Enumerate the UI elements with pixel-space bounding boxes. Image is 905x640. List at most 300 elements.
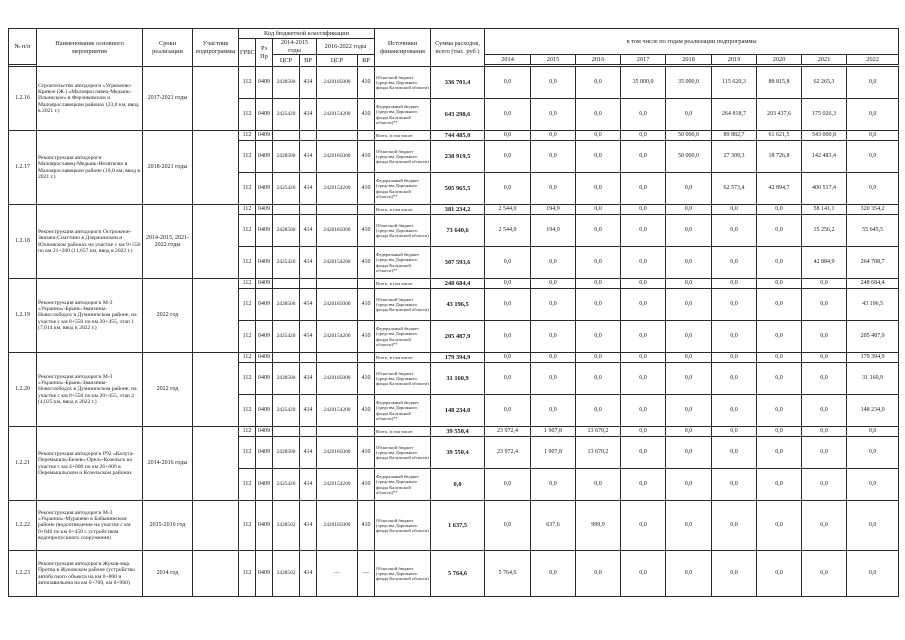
event-name: Строительство автодороги «Угрюмово-Кривое (Ж.) «Малоярославец-Медынь-Ильинское» в Ферзиковском и Малоярославецком районах (23,0 км, ввод в 2021 г.)	[37, 67, 143, 131]
csr2-cell: 2420185000	[317, 215, 358, 247]
year-value-cell: 0,0	[621, 469, 666, 501]
year-value-cell: 42 884,9	[802, 247, 847, 279]
year-value-cell: 0,0	[712, 363, 757, 395]
event-name: Реконструкция автодороги М-3 «Украина»-Брынь-Зваизины-Новослободск в Думиничском районе, на участке с км 8+550 по км 20+455, этап 2 (4,025 км, ввод в 2022 г.)	[37, 353, 143, 427]
year-value-cell: 0,0	[712, 247, 757, 279]
table-row-total	[9, 353, 899, 363]
year-value-cell: 0,0	[802, 289, 847, 321]
year-value-cell: 194,9	[531, 215, 576, 247]
csr1-cell: 2425420	[273, 173, 300, 205]
vr1-cell: 414	[300, 99, 317, 131]
rzpr-cell: 0409	[256, 279, 273, 289]
year-value-cell: 248 684,4	[847, 279, 899, 289]
year-value-cell: 62 573,4	[712, 173, 757, 205]
vr2-cell: 410	[358, 289, 375, 321]
year-value-cell: 543 000,8	[802, 131, 847, 141]
year-header: 2021	[802, 55, 847, 65]
table-row-total	[9, 205, 899, 215]
vr1-cell	[300, 353, 317, 363]
year-value-cell: 0,0	[757, 437, 802, 469]
year-value-cell: 0,0	[802, 353, 847, 363]
year-header: 2014	[485, 55, 531, 65]
year-value-cell: 0,0	[531, 289, 576, 321]
year-header: 2022	[847, 55, 899, 65]
year-value-cell: 0,0	[485, 99, 531, 131]
rzpr-cell: 0409	[256, 469, 273, 501]
vr1-cell: 414	[300, 437, 317, 469]
total-cell: 1 637,5	[431, 501, 485, 551]
year-value-cell: 13 670,2	[576, 427, 621, 437]
year-value-cell: 0,0	[757, 469, 802, 501]
year-value-cell: 43 196,5	[847, 289, 899, 321]
grbs-cell: 112	[239, 437, 256, 469]
year-header: 2018	[666, 55, 712, 65]
csr2-cell	[317, 131, 358, 141]
vr1-cell	[300, 279, 317, 289]
total-cell: 31 160,9	[431, 363, 485, 395]
year-value-cell: 89 882,7	[712, 131, 757, 141]
year-value-cell: 0,0	[757, 279, 802, 289]
vr2-cell	[358, 279, 375, 289]
year-value-cell: 0,0	[485, 469, 531, 501]
rzpr-cell: 0409	[256, 141, 273, 173]
year-value-cell: 0,0	[847, 501, 899, 551]
year-value-cell: 0,0	[847, 551, 899, 597]
vr1-cell: 414	[300, 141, 317, 173]
budget-code-header: Код бюджетной классификации	[239, 29, 375, 39]
year-value-cell: 0,0	[757, 215, 802, 247]
year-value-cell: 0,0	[757, 289, 802, 321]
year-header: 2019	[712, 55, 757, 65]
year-value-cell: 0,0	[712, 437, 757, 469]
csr2-cell	[317, 353, 358, 363]
csr1-cell: 2425420	[273, 247, 300, 279]
year-value-cell: 0,0	[485, 353, 531, 363]
vr1-cell: 414	[300, 395, 317, 427]
year-value-cell: 2 544,0	[485, 205, 531, 215]
csr1-cell: 2428500	[273, 437, 300, 469]
rzpr-cell: 0409	[256, 363, 273, 395]
year-value-cell: 0,0	[621, 395, 666, 427]
event-name: Реконструкция автодороги Р92 «Калуга-Перемышль-Белев»-Орел»-Козельск на участке с км 4+000 по км 26+000 в Перемышльском и Козельском районах	[37, 427, 143, 501]
year-value-cell: 0,0	[576, 141, 621, 173]
year-value-cell: 0,0	[621, 279, 666, 289]
year-value-cell: 175 026,3	[802, 99, 847, 131]
total-cell: 39 550,4	[431, 427, 485, 437]
year-value-cell: 0,0	[666, 99, 712, 131]
vr2-cell: 410	[358, 437, 375, 469]
year-value-cell: 61 621,5	[757, 131, 802, 141]
year-value-cell: 0,0	[712, 321, 757, 353]
event-name: Реконструкция автодороги Острожное-Звизжи-Снагтино в Дзержинском и Юхновском районах на участке с км 9+550 по км 21+200 (11,657 км, ввод в 2022 г.)	[37, 205, 143, 279]
csr1-cell	[273, 205, 300, 215]
year-value-cell: 0,0	[576, 131, 621, 141]
csr1-cell	[273, 427, 300, 437]
participant-cell	[193, 353, 239, 427]
grbs-cell: 112	[239, 141, 256, 173]
year-value-cell: 0,0	[666, 469, 712, 501]
source-cell: Областной бюджет (средства Дорожного фонда Калужской области)	[375, 551, 431, 597]
vr2-cell	[358, 353, 375, 363]
participant-cell	[193, 551, 239, 597]
year-header: 2017	[621, 55, 666, 65]
total-cell: 643 298,6	[431, 99, 485, 131]
row-number: 1.2.22	[9, 501, 37, 551]
year-value-cell: 0,0	[621, 173, 666, 205]
csr2-header: ЦСР	[317, 55, 358, 67]
year-value-cell: 0,0	[576, 215, 621, 247]
csr2-cell: 2420154200	[317, 469, 358, 501]
source-cell: Областной бюджет (средства Дорожного фонда Калужской области)	[375, 501, 431, 551]
csr2-cell: 2420154200	[317, 395, 358, 427]
year-value-cell: 0,0	[802, 469, 847, 501]
year-value-cell: 0,0	[621, 205, 666, 215]
year-value-cell: 0,0	[621, 131, 666, 141]
year-value-cell: 0,0	[802, 395, 847, 427]
year-value-cell: 0,0	[666, 363, 712, 395]
event-period: 2017-2021 годы	[143, 67, 193, 131]
csr1-cell	[273, 353, 300, 363]
year-value-cell: 0,0	[757, 501, 802, 551]
grbs-cell: 112	[239, 353, 256, 363]
total-cell: 238 919,5	[431, 141, 485, 173]
year-value-cell: 55 645,5	[847, 215, 899, 247]
year-value-cell: 0,0	[576, 247, 621, 279]
year-value-cell: 0,0	[802, 437, 847, 469]
table-row	[9, 501, 899, 551]
year-value-cell: 88 815,8	[757, 67, 802, 99]
grbs-cell: 112	[239, 215, 256, 247]
year-value-cell: 0,0	[712, 395, 757, 427]
year-value-cell: 0,0	[576, 173, 621, 205]
rzpr-cell: 0409	[256, 99, 273, 131]
year-value-cell: 0,0	[666, 205, 712, 215]
csr2-cell: 2420154200	[317, 247, 358, 279]
year-value-cell: 0,0	[847, 469, 899, 501]
row-number: 1.2.17	[9, 131, 37, 205]
vr1-header: ВР	[300, 55, 317, 67]
col-grbs-header: ГРБС	[239, 39, 256, 67]
csr2-cell: 2420185000	[317, 67, 358, 99]
event-period: 2014-2016 годы	[143, 427, 193, 501]
table-row	[9, 67, 899, 99]
year-value-cell: 203 437,6	[757, 99, 802, 131]
row-number: 1.2.16	[9, 67, 37, 131]
year-value-cell: 194,9	[531, 205, 576, 215]
year-value-cell: 0,0	[576, 205, 621, 215]
total-cell: 148 234,0	[431, 395, 485, 427]
csr2-cell: 2420185000	[317, 363, 358, 395]
year-value-cell: 0,0	[621, 427, 666, 437]
vr2-cell: 410	[358, 247, 375, 279]
year-value-cell: 0,0	[712, 289, 757, 321]
grbs-cell: 112	[239, 67, 256, 99]
table-row-total	[9, 427, 899, 437]
year-value-cell: 0,0	[847, 67, 899, 99]
year-value-cell: 23 972,4	[485, 427, 531, 437]
csr1-cell: 2428502	[273, 551, 300, 597]
year-value-cell: 0,0	[757, 551, 802, 597]
year-value-cell: 0,0	[576, 99, 621, 131]
year-value-cell: 0,0	[531, 279, 576, 289]
vr1-cell: 414	[300, 501, 317, 551]
year-value-cell: 0,0	[757, 205, 802, 215]
y1622-header: 2016-2022 годы	[317, 39, 375, 55]
total-cell: 179 394,9	[431, 353, 485, 363]
csr1-header: ЦСР	[273, 55, 300, 67]
rzpr-cell: 0409	[256, 289, 273, 321]
vr2-cell	[358, 205, 375, 215]
year-value-cell: 0,0	[802, 551, 847, 597]
row-number: 1.2.19	[9, 279, 37, 353]
csr2-cell: —	[317, 551, 358, 597]
year-value-cell: 0,0	[666, 215, 712, 247]
year-value-cell: 264 708,7	[847, 247, 899, 279]
col-event-header: Наименование основного мероприятия	[37, 29, 143, 67]
year-value-cell: 0,0	[847, 427, 899, 437]
year-value-cell: 0,0	[666, 427, 712, 437]
year-value-cell: 0,0	[621, 437, 666, 469]
year-value-cell: 999,9	[576, 501, 621, 551]
source-cell: Всего, в том числе:	[375, 205, 431, 215]
year-value-cell: 0,0	[485, 247, 531, 279]
col-num-header: № п/п	[9, 29, 37, 65]
grbs-cell: 112	[239, 469, 256, 501]
year-value-cell: 0,0	[666, 289, 712, 321]
csr1-cell: 2425420	[273, 395, 300, 427]
year-value-cell: 0,0	[531, 99, 576, 131]
source-cell: Федеральный бюджет (средства Дорожного фонда Калужской области)**	[375, 469, 431, 501]
vr2-cell: 410	[358, 321, 375, 353]
year-value-cell: 58 141,1	[802, 205, 847, 215]
col-period-header: Сроки реализации	[143, 29, 193, 67]
grbs-cell: 112	[239, 131, 256, 141]
rzpr-cell: 0409	[256, 205, 273, 215]
year-value-cell: 35 000,0	[621, 67, 666, 99]
csr2-cell: 2420154200	[317, 321, 358, 353]
year-value-cell: 31 160,9	[847, 363, 899, 395]
grbs-cell: 112	[239, 363, 256, 395]
participant-cell	[193, 427, 239, 501]
col-rzpr-header: Рз Пр	[256, 39, 273, 67]
grbs-cell: 112	[239, 173, 256, 205]
total-cell: 505 965,5	[431, 173, 485, 205]
year-value-cell: 0,0	[485, 173, 531, 205]
grbs-cell: 112	[239, 289, 256, 321]
year-value-cell: 0,0	[802, 279, 847, 289]
vr1-cell: 414	[300, 469, 317, 501]
year-value-cell: 0,0	[666, 353, 712, 363]
year-value-cell: 0,0	[621, 215, 666, 247]
source-cell: Областной бюджет (средства Дорожного фонда Калужской области)	[375, 363, 431, 395]
row-number: 1.2.20	[9, 353, 37, 427]
vr2-cell: 410	[358, 99, 375, 131]
total-cell: 307 593,6	[431, 247, 485, 279]
rzpr-cell: 0409	[256, 67, 273, 99]
year-value-cell: 0,0	[531, 551, 576, 597]
rzpr-cell: 0409	[256, 215, 273, 247]
total-cell: 43 196,5	[431, 289, 485, 321]
grbs-cell: 112	[239, 247, 256, 279]
year-value-cell: 0,0	[757, 353, 802, 363]
event-name: Реконструкция автодороги М-3 «Украина»-Мурачево в Бабынинском районе (водоотведение на участке с км 0+040 по км 0+450 с устройством водопропускного сооружения)	[37, 501, 143, 551]
year-value-cell: 27 309,3	[712, 141, 757, 173]
year-value-cell: 0,0	[576, 363, 621, 395]
csr2-cell: 2420154200	[317, 99, 358, 131]
event-period: 2015-2016 год	[143, 501, 193, 551]
year-value-cell: 0,0	[531, 247, 576, 279]
year-value-cell: 0,0	[847, 437, 899, 469]
year-header: 2015	[531, 55, 576, 65]
csr2-cell: 2420154200	[317, 173, 358, 205]
year-value-cell: 0,0	[485, 279, 531, 289]
year-value-cell: 0,0	[712, 469, 757, 501]
year-value-cell: 637,6	[531, 501, 576, 551]
vr2-cell: 410	[358, 363, 375, 395]
year-value-cell: 0,0	[666, 321, 712, 353]
year-value-cell: 0,0	[666, 247, 712, 279]
total-cell: 73 640,6	[431, 215, 485, 247]
event-period: 2022 год	[143, 353, 193, 427]
year-value-cell: 0,0	[621, 551, 666, 597]
rzpr-cell: 0409	[256, 551, 273, 597]
year-value-cell: 0,0	[847, 173, 899, 205]
participant-cell	[193, 67, 239, 131]
year-value-cell: 0,0	[666, 279, 712, 289]
csr2-cell: 2420185000	[317, 289, 358, 321]
year-value-cell: 0,0	[485, 501, 531, 551]
year-value-cell: 0,0	[757, 247, 802, 279]
year-value-cell: 0,0	[621, 321, 666, 353]
col-total-header: Сумма расходов, всего (тыс. руб.)	[431, 29, 485, 67]
vr2-cell	[358, 131, 375, 141]
year-value-cell: 0,0	[531, 131, 576, 141]
total-cell: 248 684,4	[431, 279, 485, 289]
rzpr-cell: 0409	[256, 395, 273, 427]
source-cell: Областной бюджет (средства Дорожного фонда Калужской области)	[375, 141, 431, 173]
row-number: 1.2.21	[9, 427, 37, 501]
grbs-cell: 112	[239, 99, 256, 131]
vr2-cell: 410	[358, 67, 375, 99]
year-value-cell: 0,0	[485, 141, 531, 173]
source-cell: Всего, в том числе:	[375, 353, 431, 363]
grbs-cell: 112	[239, 551, 256, 597]
rzpr-cell: 0409	[256, 131, 273, 141]
year-value-cell: 0,0	[576, 469, 621, 501]
year-value-cell: 23 972,4	[485, 437, 531, 469]
col-sources-header: Источники финансирования	[375, 29, 431, 67]
year-value-cell: 0,0	[621, 363, 666, 395]
year-value-cell: 0,0	[621, 501, 666, 551]
row-number: 1.2.18	[9, 205, 37, 279]
vr1-cell: 414	[300, 67, 317, 99]
csr1-cell: 2425420	[273, 321, 300, 353]
vr2-cell: 410	[358, 215, 375, 247]
year-value-cell: 0,0	[666, 395, 712, 427]
year-value-cell: 1 907,8	[531, 437, 576, 469]
csr2-cell	[317, 205, 358, 215]
year-value-cell: 0,0	[712, 551, 757, 597]
year-value-cell: 0,0	[531, 173, 576, 205]
year-value-cell: 2 544,0	[485, 215, 531, 247]
year-value-cell: 148 234,0	[847, 395, 899, 427]
year-value-cell: 18 726,8	[757, 141, 802, 173]
participant-cell	[193, 501, 239, 551]
vr2-cell: 410	[358, 141, 375, 173]
vr1-cell: 414	[300, 363, 317, 395]
year-value-cell: 0,0	[576, 321, 621, 353]
grbs-cell: 112	[239, 321, 256, 353]
year-value-cell: 0,0	[847, 131, 899, 141]
vr1-cell: 414	[300, 551, 317, 597]
total-cell: 39 550,4	[431, 437, 485, 469]
year-value-cell: 0,0	[485, 321, 531, 353]
vr1-cell	[300, 427, 317, 437]
csr1-cell	[273, 131, 300, 141]
year-value-cell: 0,0	[712, 427, 757, 437]
col-participant-header: Участник подпрограммы	[193, 29, 239, 67]
source-cell: Федеральный бюджет (средства Дорожного фонда Калужской области)**	[375, 321, 431, 353]
source-cell: Всего, в том числе:	[375, 131, 431, 141]
table-row-total	[9, 131, 899, 141]
year-value-cell: 35 000,0	[666, 67, 712, 99]
year-value-cell: 0,0	[666, 437, 712, 469]
source-cell: Федеральный бюджет (средства Дорожного фонда Калужской области)**	[375, 99, 431, 131]
rzpr-cell: 0409	[256, 173, 273, 205]
vr1-cell	[300, 131, 317, 141]
year-value-cell: 0,0	[531, 141, 576, 173]
source-cell: Федеральный бюджет (средства Дорожного фонда Калужской области)**	[375, 173, 431, 205]
year-value-cell: 205 487,9	[847, 321, 899, 353]
csr2-cell	[317, 427, 358, 437]
year-value-cell: 0,0	[531, 67, 576, 99]
participant-cell	[193, 131, 239, 205]
csr1-cell: 2425420	[273, 99, 300, 131]
rzpr-cell: 0409	[256, 321, 273, 353]
grbs-cell: 112	[239, 279, 256, 289]
year-value-cell: 0,0	[576, 395, 621, 427]
row-number: 1.2.23	[9, 551, 37, 597]
source-cell: Всего, в том числе:	[375, 279, 431, 289]
csr2-cell	[317, 279, 358, 289]
rzpr-cell: 0409	[256, 501, 273, 551]
year-value-cell: 0,0	[757, 395, 802, 427]
csr1-cell: 2428500	[273, 141, 300, 173]
budget-document-page	[8, 28, 898, 632]
vr2-cell: 410	[358, 501, 375, 551]
csr1-cell: 2425420	[273, 469, 300, 501]
year-value-cell: 0,0	[485, 289, 531, 321]
source-cell: Областной бюджет (средства Дорожного фонда Калужской области)	[375, 289, 431, 321]
year-value-cell: 0,0	[712, 279, 757, 289]
budget-table	[8, 28, 899, 597]
year-value-cell: 0,0	[621, 247, 666, 279]
year-value-cell: 0,0	[576, 289, 621, 321]
table-row-total	[9, 279, 899, 289]
vr2-cell: 410	[358, 395, 375, 427]
csr1-cell: 2428500	[273, 289, 300, 321]
year-value-cell: 0,0	[666, 501, 712, 551]
vr2-cell: —	[358, 551, 375, 597]
year-value-cell: 0,0	[712, 205, 757, 215]
year-value-cell: 115 620,3	[712, 67, 757, 99]
year-value-cell: 0,0	[576, 279, 621, 289]
total-cell: 336 701,4	[431, 67, 485, 99]
year-value-cell: 0,0	[712, 353, 757, 363]
year-header: 2016	[576, 55, 621, 65]
year-value-cell: 0,0	[757, 363, 802, 395]
year-value-cell: 0,0	[485, 363, 531, 395]
